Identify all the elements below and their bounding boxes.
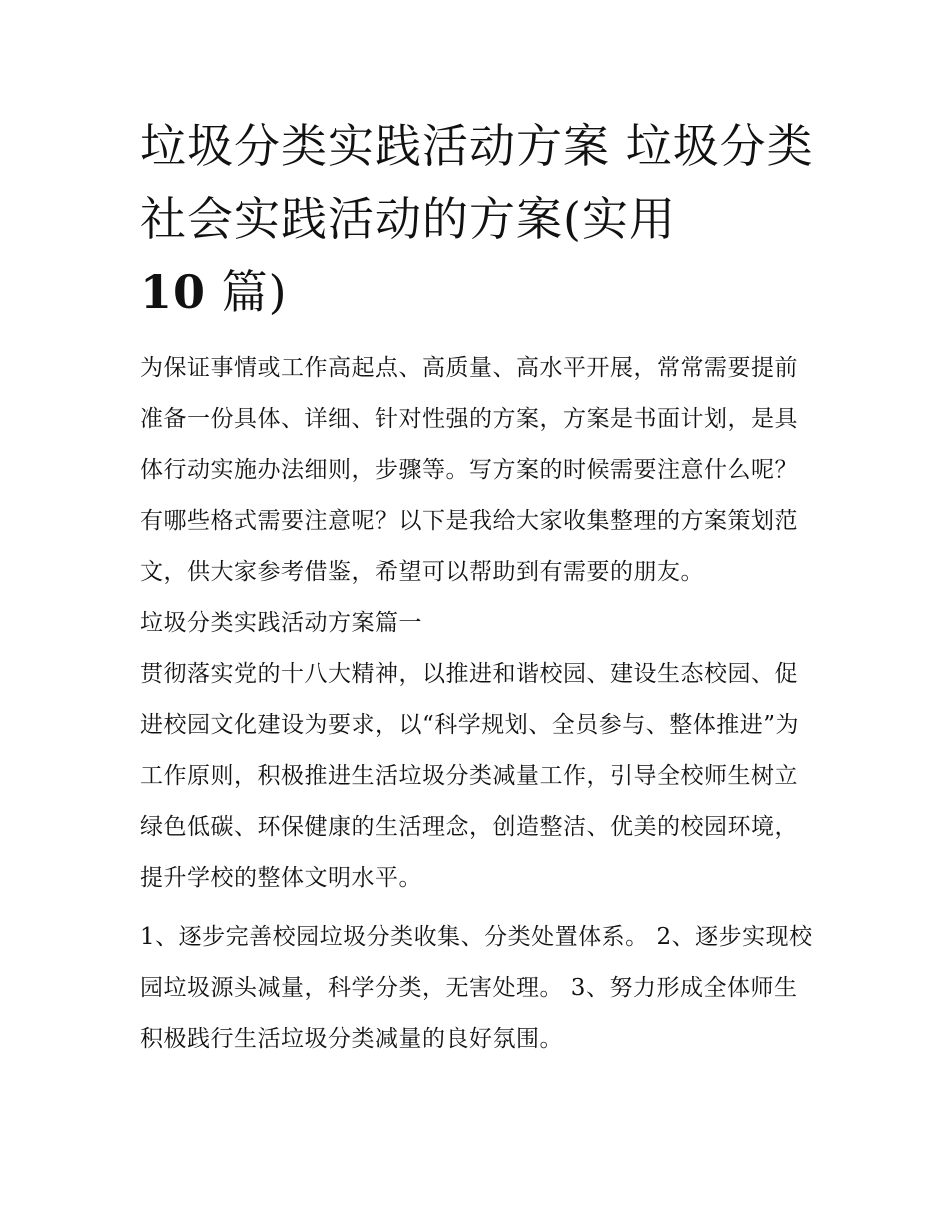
title-number: 10	[140, 265, 207, 319]
intro-paragraph: 为保证事情或工作高起点、高质量、高水平开展，常常需要提前准备一份具体、详细、针对性强的方案，方案是书面计划，是具体行动实施办法细则，步骤等。写方案的时候需要注意什么呢？有哪些格式需要注意呢？以下是我给大家收集整理的方案策划范文，供大家参考借鉴，希望可以帮助到有需要的朋友。	[140, 355, 798, 585]
title-text: 垃圾分类实践活动方案 垃圾分类社会实践活动的方案(实用	[140, 119, 814, 246]
title-suffix: 篇)	[221, 265, 288, 319]
document-content	[140, 110, 820, 1065]
section-heading: 垃圾分类实践活动方案篇一	[140, 610, 422, 636]
document-title	[140, 110, 820, 329]
goals-paragraph: 1、逐步完善校园垃圾分类收集、分类处置体系。 2、逐步实现校园垃圾源头减量，科学分类，无害处理。 3、努力形成全体师生积极践行生活垃圾分类减量的良好氛围。	[140, 924, 813, 1052]
section-body-paragraph: 贯彻落实党的十八大精神，以推进和谐校园、建设生态校园、促进校园文化建设为要求，以“科学规划、全员参与、整体推进”为工作原则，积极推进生活垃圾分类减量工作，引导全校师生树立绿色低碳、环保健康的生活理念，创造整洁、优美的校园环境，提升学校的整体文明水平。	[140, 661, 800, 891]
